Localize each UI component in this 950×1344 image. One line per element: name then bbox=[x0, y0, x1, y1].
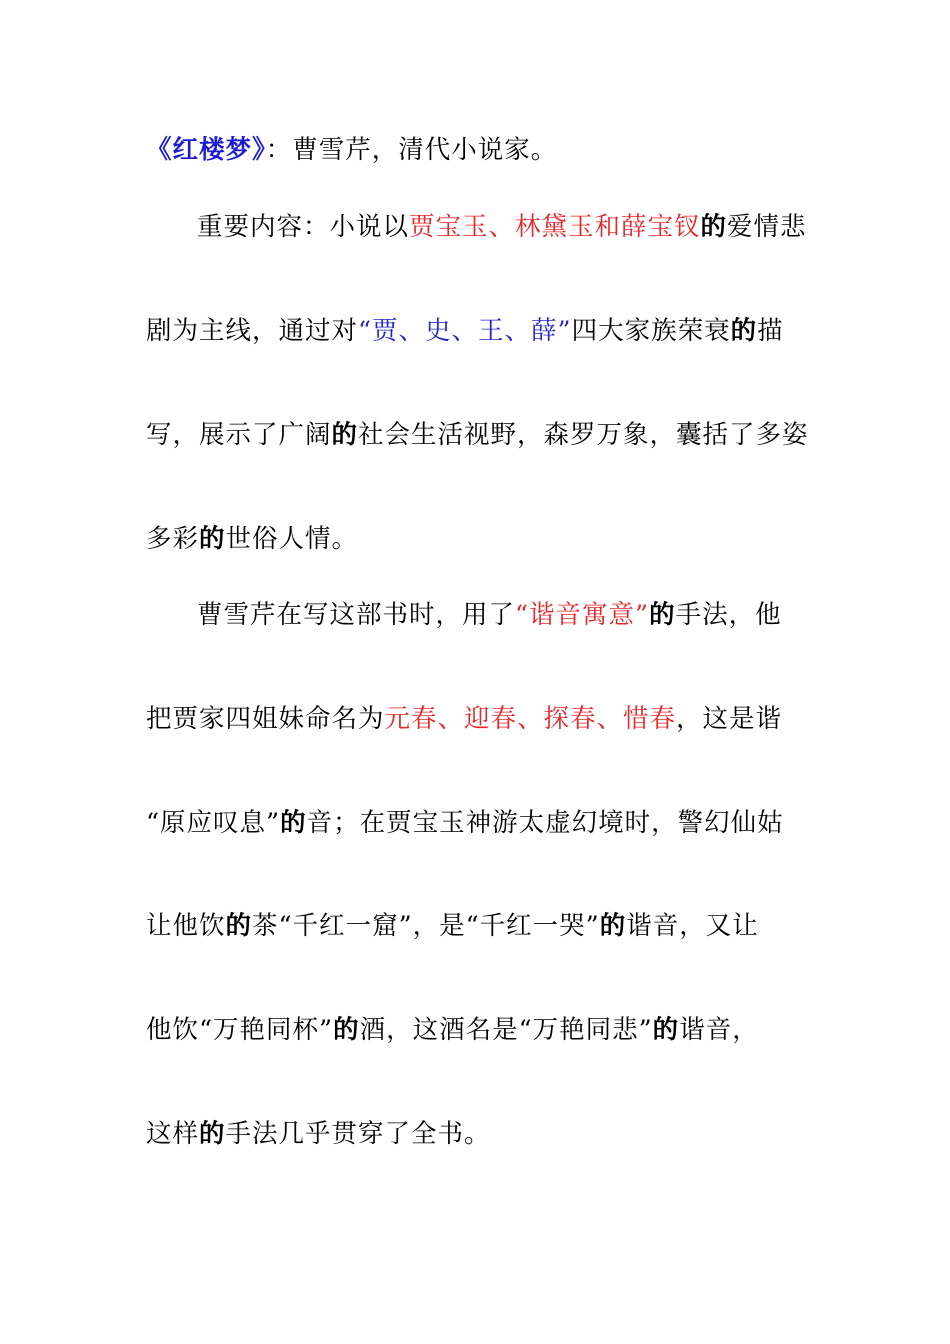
title-line bbox=[146, 130, 806, 170]
paragraph-2-line-5 bbox=[146, 1010, 806, 1050]
text-segment: 重要内容：小说以 bbox=[197, 212, 410, 242]
book-title: 《红楼梦》 bbox=[146, 135, 266, 165]
text-segment: 酒，这酒名是“万艳同悲” bbox=[359, 1015, 653, 1045]
paragraph-1-line-2 bbox=[146, 311, 806, 351]
text-segment: 剧为主线，通过对 bbox=[146, 316, 359, 346]
paragraph-1-line-3 bbox=[146, 415, 809, 455]
text-segment: 的 bbox=[599, 911, 627, 941]
text-segment: ，这是谐 bbox=[676, 704, 783, 734]
text-segment: 的 bbox=[730, 316, 758, 346]
text-segment: 把贾家四姐妹命名为 bbox=[146, 704, 385, 734]
paragraph-2-line-3 bbox=[146, 803, 806, 843]
paragraph-2-line-1 bbox=[197, 595, 857, 635]
text-segment: 的 bbox=[333, 1015, 360, 1045]
text-segment: 的 bbox=[225, 911, 253, 941]
paragraph-1-line-1 bbox=[197, 207, 857, 247]
text-segment: 写，展示了广阔 bbox=[146, 420, 332, 450]
text-segment: 的 bbox=[700, 212, 728, 242]
text-segment: 的 bbox=[652, 1015, 680, 1045]
text-segment: 的 bbox=[199, 524, 226, 554]
text-segment: 手法几乎贯穿了全书。 bbox=[225, 1119, 491, 1149]
text-segment: 的 bbox=[199, 1119, 226, 1149]
text-segment: “原应叹息” bbox=[146, 808, 281, 838]
text-segment: 的 bbox=[649, 600, 676, 630]
text-segment: 这样 bbox=[146, 1119, 200, 1149]
text-segment: 四大家族荣衰 bbox=[571, 316, 731, 346]
paragraph-2-line-4 bbox=[146, 906, 806, 946]
highlight-characters: 贾宝玉、林黛玉和薛宝钗 bbox=[409, 212, 701, 242]
text-segment: 世俗人情。 bbox=[225, 524, 359, 554]
text-segment: 手法，他 bbox=[675, 600, 782, 630]
highlight-technique: “谐音寓意” bbox=[515, 600, 650, 630]
text-segment: 社会生活视野，森罗万象，囊括了多姿 bbox=[358, 420, 809, 450]
text-segment: 曹雪芹在写这部书时，用了 bbox=[197, 600, 516, 630]
text-segment: 他饮“万艳同杯” bbox=[146, 1015, 334, 1045]
text-segment: 让他饮 bbox=[146, 911, 226, 941]
text-segment: 音；在贾宝玉神游太虚幻境时，警幻仙姑 bbox=[306, 808, 784, 838]
text-segment: 谐音，又让 bbox=[626, 911, 759, 941]
paragraph-2-line-6 bbox=[146, 1114, 806, 1154]
paragraph-2-line-2 bbox=[146, 699, 806, 739]
text-segment: 的 bbox=[331, 420, 359, 450]
text-segment: 谐音， bbox=[679, 1015, 759, 1045]
text-segment: 爱情悲 bbox=[727, 212, 807, 242]
highlight-families: “贾、史、王、薛” bbox=[358, 316, 572, 346]
highlight-sisters: 元春、迎春、探春、惜春 bbox=[384, 704, 677, 734]
text-segment: 的 bbox=[280, 808, 307, 838]
text-segment: 描 bbox=[757, 316, 784, 346]
text-segment: 茶“千红一窟”，是“千红一哭” bbox=[252, 911, 600, 941]
text-segment: 多彩 bbox=[146, 524, 200, 554]
paragraph-1-line-4 bbox=[146, 519, 806, 559]
author-text: ：曹雪芹，清代小说家。 bbox=[265, 135, 558, 165]
